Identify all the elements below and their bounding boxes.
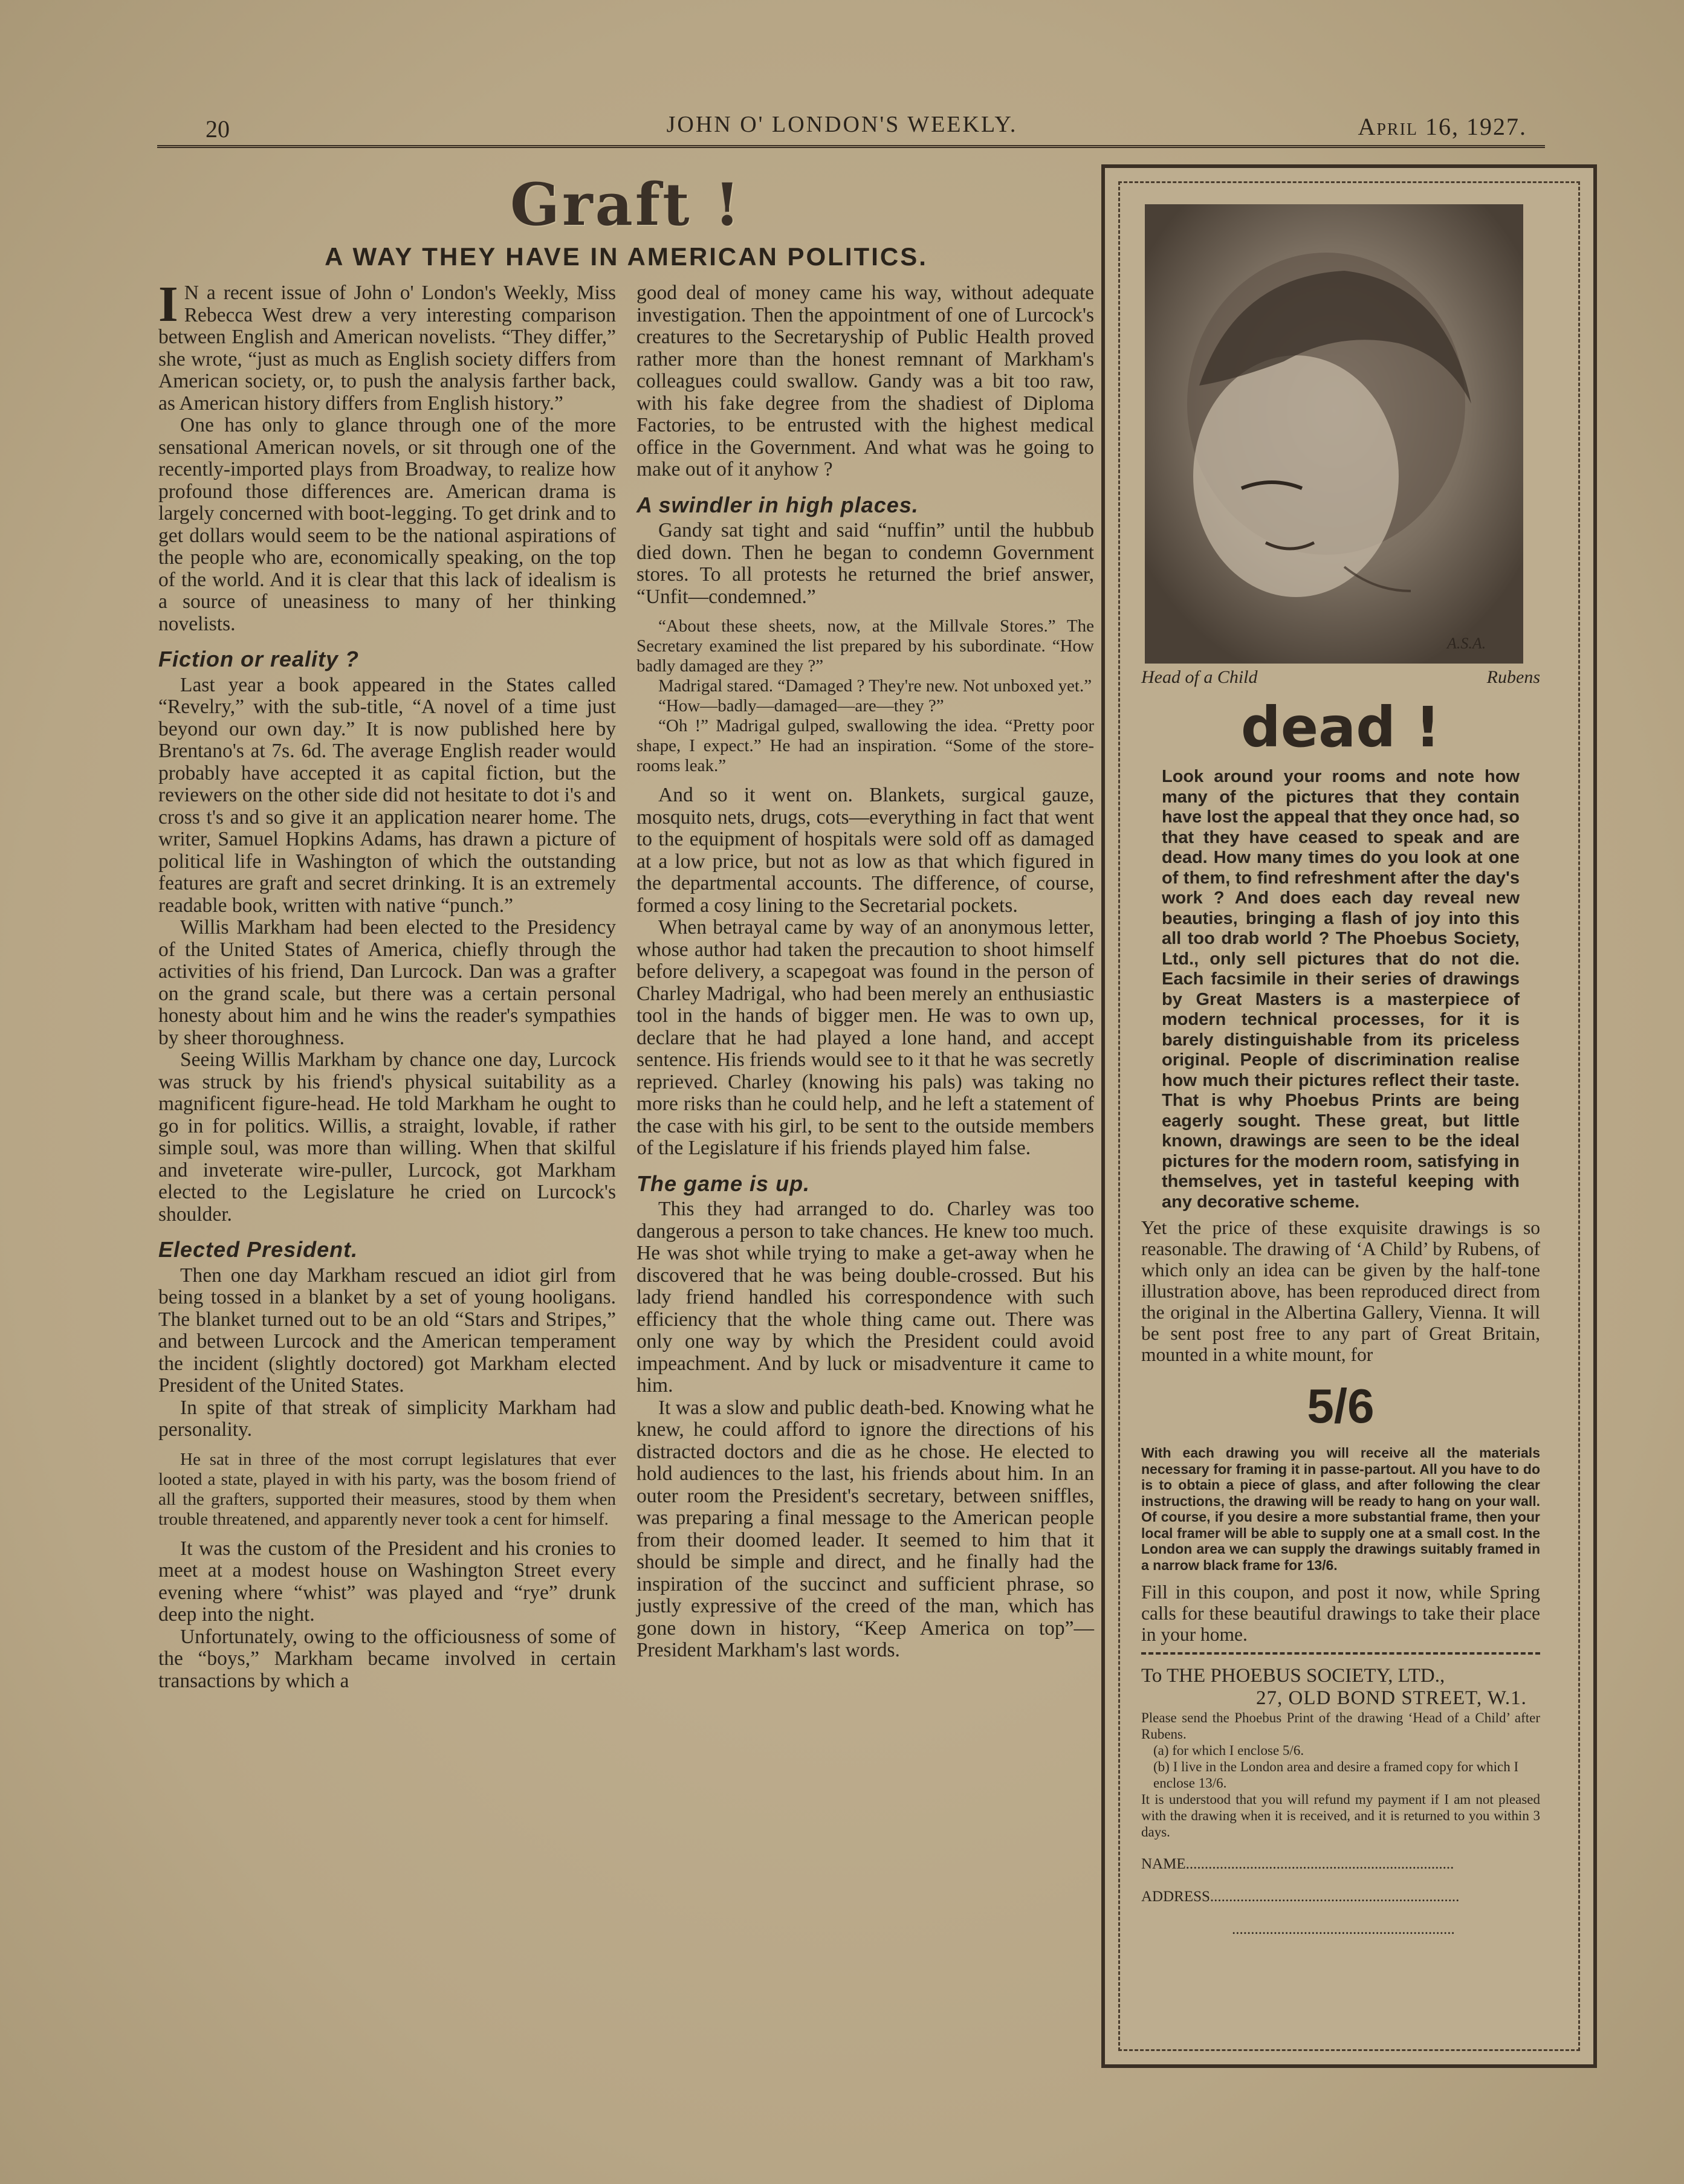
paragraph: It was a slow and public death-bed. Knowing what he knew, he could afford to ignore the directions of his distracted doctors and die as he chose. He elected to hold audiences to the last, his friends about him. In an outer room the President's secretary, between sniffles, was preparing a final message to the American people from their doomed leader. It seemed to him that it should be simple and direct, and he finally had the inspiration of the succinct and sufficient phrase, so justly expressive of the creed of the man, which has gone down in history, “Keep America on top”—President Markham's last words. — [636, 1396, 1094, 1661]
advert-content — [1141, 204, 1540, 1938]
article — [158, 164, 1094, 2068]
publication-title: JOHN O' LONDON'S WEEKLY. — [666, 112, 1018, 137]
paragraph: Last year a book appeared in the States called “Revelry,” with the sub-title, “A novel of a time just beyond our own day.” It is now published here by Brentano's at 7s. 6d. The average English reader would probably have accepted it as capital fiction, but the reviewers on the other side did not hesitate to dot i's and cross t's and so give it an application nearer home. The writer, Samuel Hopkins Adams, has drawn a picture of political life in Washington of which the outstanding features are graft and secret drinking. It is an extremely readable book, written with native “punch.” — [158, 673, 616, 917]
rubens-portrait-image — [1145, 204, 1523, 664]
issue-date: April 16, 1927. — [1358, 113, 1527, 140]
caption-artist: Rubens — [1486, 667, 1540, 687]
address-field[interactable]: ADDRESS.................................................................. — [1141, 1888, 1460, 1905]
article-subtitle: A WAY THEY HAVE IN AMERICAN POLITICS. — [325, 242, 928, 271]
paragraph: And so it went on. Blankets, surgical gauze, mosquito nets, drugs, cots—everything in fact that went to the equipment of hospitals were sold off as damaged at a low price, but not as low as that which figured in the departmental accounts. The difference, of course, formed a cosy lining to the Secretarial pockets. — [636, 784, 1094, 917]
header-rule — [157, 145, 1545, 148]
coupon-prompt: Fill in this coupon, and post it now, while Spring calls for these beautiful drawings to take their place in your home. — [1141, 1581, 1540, 1645]
portrait-sketch — [1145, 204, 1523, 664]
paragraph: good deal of money came his way, without adequate investigation. Then the appointment of one of Lurcock's creatures to the Secretaryship of Public Health proved rather more than the honest remnant of Markham's colleagues could swallow. Gandy was a bit too raw, with his fake degree from the shadiest of Diploma Factories, to be entrusted with the highest medical office in the Government. And what was he going to make out of it anyhow ? — [636, 282, 1094, 480]
advert-headline: dead ! — [1240, 695, 1441, 760]
phoebus-advertisement — [1101, 164, 1597, 2068]
paragraph: Then one day Markham rescued an idiot girl from being tossed in a blanket by a set of young hooligans. The blanket turned out to be an old “Stars and Stripes,” and between Lurcock and the American temperament the incident (slightly doctored) got Markham elected President of the United States. — [158, 1264, 616, 1397]
article-title: Graft ! — [510, 170, 742, 239]
coupon-recipient: To THE PHOEBUS SOCIETY, LTD., — [1141, 1665, 1445, 1687]
address-field-line2[interactable]: ........................................................... — [1232, 1921, 1455, 1937]
paragraph: It was the custom of the President and his cronies to meet at a modest house on Washington Street every evening where “whist” was played and “rye” drunk deep into the night. — [158, 1537, 616, 1626]
advert-body: Look around your rooms and note how many of the pictures that they contain have lost the appeal that they once had, so that they have ceased to speak and are dead. How many times do you look at one of them, to find refreshment after the day's work ? And does each day reveal new beauties, bringing a flash of joy into this all too drab world ? The Phoebus Society, Ltd., only sell pictures that do not die. Each facsimile in their series of drawings by Great Masters is a masterpiece of modern technical processes, for it is barely distinguishable from its priceless original. People of discrimination realise how much their pictures reflect their taste. That is why Phoebus Prints are being eagerly sought. These great, but little known, drawings are seen to be the ideal pictures for the modern room, satisfying in themselves, yet in tasteful keeping with any decorative scheme. — [1162, 767, 1520, 1212]
paragraph: “Oh !” Madrigal gulped, swallowing the idea. “Pretty poor shape, I expect.” He had an inspiration. “Some of the store-rooms leak.” — [636, 716, 1094, 775]
page-number: 20 — [206, 115, 230, 143]
portrait-monogram: A.S.A. — [1447, 635, 1486, 652]
section-heading: Fiction or reality ? — [158, 647, 360, 671]
section-heading: Elected President. — [158, 1237, 358, 1262]
paragraph: When betrayal came by way of an anonymous letter, whose author had taken the precaution to shoot himself before delivery, a scapegoat was found in the person of Charley Madrigal, who had been merely an enthusiastic tool in the hands of bigger men. He was to own up, declare that he had played a lone hand, and accept sentence. His friends would see to it that he was secretly reprieved. Charley (knowing his pals) was taking no more risks than he could help, and he left a statement of the case with his girl, to be sent to the outside members of the Legislature if his friends played him false. — [636, 916, 1094, 1159]
coupon-option-a[interactable]: (a) for which I enclose 5/6. — [1153, 1743, 1304, 1758]
coupon-request: Please send the Phoebus Print of the drawing ‘Head of a Child’ after Rubens. — [1141, 1710, 1540, 1742]
paragraph: This they had arranged to do. Charley was too dangerous a person to take chances. He knew too much. He was shot while trying to make a get-away when he discovered that he was being double-crossed. But his lady friend handled his correspondence with such efficiency that the whole thing came out. There was only one way by which the President could avoid impeachment. And by luck or misadventure it came to him. — [636, 1198, 1094, 1397]
column-2 — [636, 282, 1094, 1692]
paragraph: One has only to glance through one of the more sensational American novels, or sit through one of the recently-imported plays from Broadway, to realize how profound those differences are. American drama is largely concerned with boot-legging. To get drink and to get dollars would seem to be the national aspirations of the people who are, economically speaking, on the top of the world. And it is clear that this lack of idealism is a source of uneasiness to many of her thinking novelists. — [158, 414, 616, 635]
drop-cap: I — [158, 276, 178, 332]
section-heading: The game is up. — [636, 1171, 811, 1196]
paragraph: “About these sheets, now, at the Millvale Stores.” The Secretary examined the list prepared by his subordinate. “How badly damaged are they ?” — [636, 616, 1094, 676]
framing-note: With each drawing you will receive all the materials necessary for framing it in passe-partout. All you have to do is to obtain a piece of glass, and after following the clear instructions, the drawing will be ready to hang on your wall. Of course, if you desire a more substantial frame, then your local framer will be able to supply one at a small cost. In the London area we can supply the drawings suitably framed in a narrow black frame for 13/6. — [1141, 1445, 1540, 1573]
section-heading: A swindler in high places. — [636, 492, 919, 517]
article-columns — [158, 276, 1094, 1692]
advert-price-text: Yet the price of these exquisite drawings is so reasonable. The drawing of ‘A Child’ by Rubens, of which only an idea can be given by the half-tone illustration above, has been reproduced direct from the original in the Albertina Gallery, Vienna. It will be sent post free to any part of Great Britain, mounted in a white mount, for — [1141, 1217, 1540, 1365]
column-1 — [158, 276, 616, 1692]
paragraph: He sat in three of the most corrupt legislatures that ever looted a state, played in with his party, was the bosom friend of all the grafters, supported their measures, stood by them when trouble threatened, and apparently never took a cent for himself. — [158, 1449, 616, 1529]
coupon-address: 27, OLD BOND STREET, W.1. — [1256, 1687, 1527, 1709]
name-field[interactable]: NAME....................................................................... — [1141, 1856, 1454, 1872]
paragraph: “How—badly—damaged—are—they ?” — [658, 696, 944, 716]
portrait-caption — [1141, 667, 1540, 688]
paragraph: Unfortunately, owing to the officiousness of some of the “boys,” Markham became involved in certain transactions by which a — [158, 1625, 616, 1692]
paragraph — [158, 276, 616, 415]
coupon-option-b[interactable]: (b) I live in the London area and desire a framed copy for which I enclose 13/6. — [1153, 1759, 1519, 1791]
paragraph: Willis Markham had been elected to the Presidency of the United States of America, chiefly through the activities of his friend, Dan Lurcock. Dan was a grafter on the grand scale, but there was a certain personal honesty about him and he wins the reader's sympathies by sheer thoroughness. — [158, 916, 616, 1049]
paragraph: Gandy sat tight and said “nuffin” until the hubbub died down. Then he began to condemn Government stores. To all protests he returned the brief answer, “Unfit—condemned.” — [636, 519, 1094, 608]
coupon-refund-note: It is understood that you will refund my payment if I am not pleased with the drawing when it is received, and it is returned to you within 3 days. — [1141, 1792, 1540, 1840]
paragraph: In spite of that streak of simplicity Markham had personality. — [158, 1396, 616, 1441]
paragraph-text: N a recent issue of John o' London's Weekly, Miss Rebecca West drew a very interesting comparison between English and American novelists. “They differ,” she wrote, “just as much as English society differs from American society, or, to push the analysis farther back, as American history differs from English history.” — [158, 282, 616, 415]
paragraph: Seeing Willis Markham by chance one day, Lurcock was struck by his friend's physical suitability as a magnificent figure-head. He told Markham he ought to go in for politics. Willis, a straight, lovable, if rather simple soul, was more than willing. When that skilful and inveterate wire-puller, Lurcock, got Markham elected to the Legislature he cried on Lurcock's shoulder. — [158, 1048, 616, 1226]
caption-title: Head of a Child — [1141, 667, 1258, 687]
paragraph: Madrigal stared. “Damaged ? They're new. Not unboxed yet.” — [658, 676, 1092, 696]
order-coupon[interactable] — [1141, 1652, 1540, 1938]
price: 5/6 — [1307, 1379, 1375, 1433]
